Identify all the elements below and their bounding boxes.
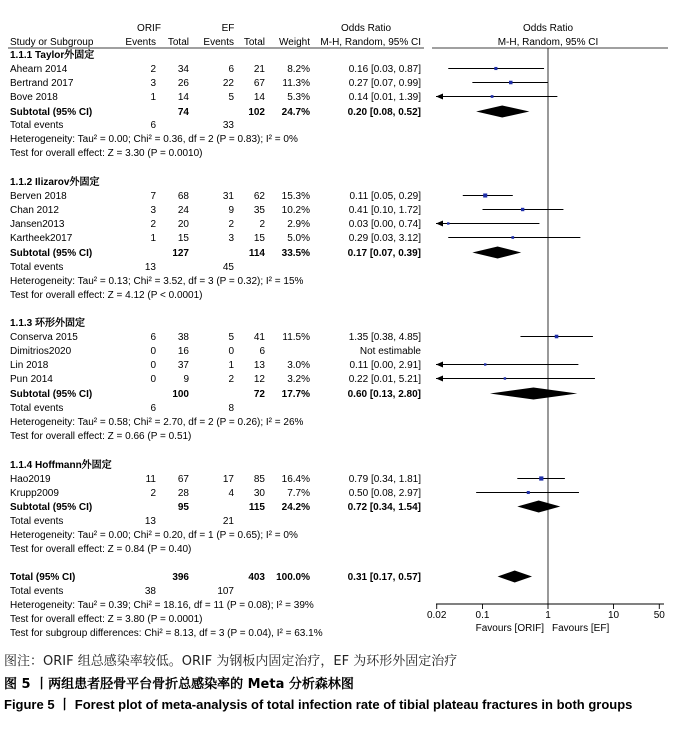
study-ci-text: 1.35 [0.38, 4.85] — [348, 332, 421, 343]
subtotal-label: Subtotal (95% CI) — [10, 107, 93, 118]
study-weight: 3.2% — [287, 374, 310, 385]
overall-heterogeneity: Heterogeneity: Tau² = 0.39; Chi² = 18.16, df = 11 (P = 0.08); I² = 39% — [10, 600, 314, 611]
subtotal-diamond — [472, 247, 521, 259]
overall-effect-text: Test for overall effect: Z = 0.84 (P = 0.40) — [10, 544, 192, 555]
header-group1: ORIF — [137, 23, 161, 34]
header-total1: Total — [167, 37, 189, 48]
study-point — [447, 222, 449, 224]
study-total1: 37 — [177, 360, 189, 371]
study-total1: 14 — [177, 92, 189, 103]
overall-events2: 107 — [217, 586, 234, 597]
total-events2: 33 — [222, 120, 234, 131]
subgroup-title: 1.1.2 Ilizarov外固定 — [10, 177, 100, 188]
header-events2: Events — [203, 37, 234, 48]
x-axis-tick-label: 50 — [653, 610, 665, 621]
subgroup-title: 1.1.4 Hoffmann外固定 — [10, 460, 112, 471]
study-point — [509, 81, 513, 85]
header-or-title: Odds Ratio — [340, 23, 392, 34]
study-events1: 3 — [150, 78, 156, 89]
study-ci-text: 0.79 [0.34, 1.81] — [348, 474, 421, 485]
study-total2: 30 — [253, 488, 265, 499]
overall-effect-text: Test for overall effect: Z = 4.12 (P < 0.0001) — [10, 290, 203, 301]
header-events1: Events — [125, 37, 156, 48]
total-events1: 13 — [144, 516, 156, 527]
subgroup-title: 1.1.1 Taylor外固定 — [10, 50, 95, 61]
subtotal-total1: 127 — [172, 248, 189, 259]
header-plot-method: M-H, Random, 95% CI — [497, 37, 599, 48]
study-point — [504, 377, 506, 379]
study-ci-text: 0.11 [0.00, 2.91] — [349, 360, 421, 371]
overall-effect-text: Test for overall effect: Z = 0.66 (P = 0.51) — [10, 431, 192, 442]
total-events2: 21 — [222, 516, 234, 527]
study-events1: 1 — [150, 92, 156, 103]
study-weight: 3.0% — [287, 360, 310, 371]
study-events2: 9 — [228, 205, 234, 216]
study-total2: 15 — [253, 233, 265, 244]
subtotal-ci-text: 0.20 [0.08, 0.52] — [347, 107, 421, 118]
figure-note: 图注：ORIF 组总感染率较低。ORIF 为钢板内固定治疗，EF 为环形外固定治疗 — [4, 654, 458, 669]
overall-effect-text: Test for overall effect: Z = 3.30 (P = 0.0010) — [10, 148, 203, 159]
study-name: Conserva 2015 — [10, 332, 78, 343]
subtotal-total2: 115 — [248, 502, 265, 513]
study-total1: 26 — [177, 78, 189, 89]
header-weight: Weight — [279, 37, 310, 48]
subtotal-ci-text: 0.17 [0.07, 0.39] — [347, 248, 421, 259]
study-name: Lin 2018 — [10, 360, 49, 371]
study-events1: 0 — [150, 346, 156, 357]
favours-left-label: Favours [ORIF] — [475, 623, 544, 634]
study-total2: 85 — [253, 474, 265, 485]
subtotal-diamond — [476, 106, 529, 118]
study-total2: 12 — [253, 374, 265, 385]
total-events1: 6 — [150, 120, 156, 131]
study-name: Hao2019 — [10, 474, 51, 485]
total-events2: 45 — [222, 262, 234, 273]
study-total2: 21 — [253, 64, 265, 75]
study-events2: 4 — [228, 488, 234, 499]
total-events-label: Total events — [10, 120, 64, 131]
study-point — [484, 363, 486, 365]
study-name: Dimitrios2020 — [10, 346, 72, 357]
study-events1: 0 — [150, 374, 156, 385]
subtotal-total1: 74 — [177, 107, 189, 118]
study-events2: 31 — [222, 191, 234, 202]
total-events-label: Total events — [10, 516, 64, 527]
study-events1: 3 — [150, 205, 156, 216]
study-total1: 68 — [177, 191, 189, 202]
favours-right-label: Favours [EF] — [552, 623, 610, 634]
study-point — [494, 67, 497, 70]
study-weight: 5.3% — [287, 92, 310, 103]
overall-total2: 403 — [248, 572, 265, 583]
total-events1: 13 — [144, 262, 156, 273]
study-name: Krupp2009 — [10, 488, 59, 499]
study-ci-text: 0.29 [0.03, 3.12] — [348, 233, 421, 244]
total-events-label: Total events — [10, 262, 64, 273]
header-or-method: M-H, Random, 95% CI — [320, 37, 421, 48]
study-total2: 67 — [253, 78, 265, 89]
subtotal-total2: 102 — [248, 107, 265, 118]
subgroup-title: 1.1.3 环形外固定 — [10, 318, 86, 329]
heterogeneity-text: Heterogeneity: Tau² = 0.00; Chi² = 0.20, df = 1 (P = 0.65); I² = 0% — [10, 530, 298, 541]
study-weight: 11.3% — [282, 78, 310, 89]
subgroup-differences: Test for subgroup differences: Chi² = 8.13, df = 3 (P = 0.04), I² = 63.1% — [10, 628, 323, 639]
study-total1: 9 — [183, 374, 189, 385]
study-total1: 38 — [177, 332, 189, 343]
study-events2: 6 — [228, 64, 234, 75]
study-events1: 11 — [145, 474, 156, 485]
study-events2: 2 — [228, 219, 234, 230]
study-ci-text: 0.41 [0.10, 1.72] — [348, 205, 421, 216]
subtotal-total1: 95 — [177, 502, 189, 513]
study-total1: 15 — [177, 233, 189, 244]
figure-title-en: Figure 5 丨 Forest plot of meta-analysis of total infection rate of tibial plateau fractures in both groups — [4, 697, 633, 712]
study-ci-arrow — [436, 94, 443, 100]
study-ci-text: 0.16 [0.03, 0.87] — [348, 64, 421, 75]
study-events2: 5 — [228, 92, 234, 103]
study-weight: 11.5% — [282, 332, 310, 343]
heterogeneity-text: Heterogeneity: Tau² = 0.13; Chi² = 3.52, df = 3 (P = 0.32); I² = 15% — [10, 276, 304, 287]
study-point — [555, 335, 559, 339]
study-total2: 2 — [259, 219, 265, 230]
header-plot-title: Odds Ratio — [522, 23, 574, 34]
study-events1: 2 — [150, 488, 156, 499]
study-total2: 14 — [253, 92, 265, 103]
study-events1: 2 — [150, 219, 156, 230]
total-events2: 8 — [228, 403, 234, 414]
subtotal-weight: 17.7% — [281, 389, 310, 400]
overall-weight: 100.0% — [276, 572, 310, 583]
total-events-label: Total events — [10, 403, 64, 414]
subtotal-total2: 72 — [253, 389, 265, 400]
overall-events1: 38 — [144, 586, 156, 597]
header-study: Study or Subgroup — [10, 37, 94, 48]
study-weight: 8.2% — [287, 64, 310, 75]
study-ci-text: Not estimable — [359, 346, 421, 357]
study-total2: 41 — [253, 332, 265, 343]
study-ci-text: 0.03 [0.00, 0.74] — [348, 219, 421, 230]
x-axis-tick-label: 10 — [607, 610, 620, 621]
subtotal-diamond — [490, 388, 577, 400]
study-events1: 7 — [150, 191, 156, 202]
x-axis-tick-label: 0.02 — [426, 610, 447, 621]
study-total2: 6 — [259, 346, 265, 357]
header-total2: Total — [243, 37, 265, 48]
study-point — [521, 208, 524, 211]
subtotal-label: Subtotal (95% CI) — [10, 248, 93, 259]
total-events1: 6 — [150, 403, 156, 414]
subtotal-ci-text: 0.72 [0.34, 1.54] — [347, 502, 421, 513]
subtotal-label: Subtotal (95% CI) — [10, 389, 93, 400]
study-events1: 2 — [150, 64, 156, 75]
study-point — [511, 236, 514, 239]
study-weight: 2.9% — [287, 219, 310, 230]
study-total1: 24 — [177, 205, 189, 216]
study-point — [491, 95, 494, 98]
study-point — [483, 193, 487, 197]
study-events2: 5 — [228, 332, 234, 343]
study-weight: 10.2% — [281, 205, 310, 216]
study-events2: 17 — [222, 474, 234, 485]
study-total1: 16 — [177, 346, 189, 357]
study-name: Ahearn 2014 — [10, 64, 68, 75]
study-events1: 0 — [150, 360, 156, 371]
study-ci-text: 0.50 [0.08, 2.97] — [348, 488, 421, 499]
study-total1: 67 — [177, 474, 189, 485]
study-total2: 62 — [253, 191, 265, 202]
study-events2: 0 — [228, 346, 234, 357]
study-events1: 1 — [150, 233, 156, 244]
study-name: Bertrand 2017 — [10, 78, 74, 89]
heterogeneity-text: Heterogeneity: Tau² = 0.00; Chi² = 0.36, df = 2 (P = 0.83); I² = 0% — [10, 134, 298, 145]
figure-title-cn: 图 5 丨两组患者胫骨平台骨折总感染率的 Meta 分析森林图 — [4, 677, 354, 692]
subtotal-weight: 33.5% — [281, 248, 310, 259]
study-events2: 22 — [222, 78, 234, 89]
study-ci-arrow — [436, 362, 443, 368]
overall-total-label: Total (95% CI) — [10, 572, 76, 583]
study-events2: 2 — [228, 374, 234, 385]
study-name: Kartheek2017 — [10, 233, 73, 244]
subtotal-diamond — [517, 501, 560, 513]
overall-ci-text: 0.31 [0.17, 0.57] — [347, 572, 421, 583]
study-total1: 20 — [177, 219, 189, 230]
study-weight: 5.0% — [287, 233, 310, 244]
subtotal-weight: 24.2% — [281, 502, 310, 513]
study-total1: 34 — [177, 64, 189, 75]
subtotal-ci-text: 0.60 [0.13, 2.80] — [347, 389, 421, 400]
study-name: Chan 2012 — [10, 205, 59, 216]
study-total2: 35 — [253, 205, 265, 216]
study-total2: 13 — [253, 360, 265, 371]
study-ci-text: 0.27 [0.07, 0.99] — [348, 78, 421, 89]
study-ci-text: 0.14 [0.01, 1.39] — [348, 92, 421, 103]
study-weight: 16.4% — [281, 474, 310, 485]
study-ci-arrow — [436, 221, 443, 227]
subtotal-total2: 114 — [248, 248, 265, 259]
x-axis-tick-label: 1 — [545, 610, 551, 621]
overall-events-label: Total events — [10, 586, 64, 597]
study-ci-text: 0.11 [0.05, 0.29] — [349, 191, 421, 202]
study-ci-text: 0.22 [0.01, 5.21] — [348, 374, 421, 385]
heterogeneity-text: Heterogeneity: Tau² = 0.58; Chi² = 2.70, df = 2 (P = 0.26); I² = 26% — [10, 417, 304, 428]
overall-effect: Test for overall effect: Z = 3.80 (P = 0.0001) — [10, 614, 203, 625]
overall-total1: 396 — [172, 572, 189, 583]
subtotal-label: Subtotal (95% CI) — [10, 502, 93, 513]
study-name: Bove 2018 — [10, 92, 58, 103]
study-weight: 15.3% — [281, 191, 310, 202]
study-total1: 28 — [177, 488, 189, 499]
study-point — [527, 491, 530, 494]
study-name: Pun 2014 — [10, 374, 53, 385]
study-name: Berven 2018 — [10, 191, 67, 202]
study-weight: 7.7% — [287, 488, 310, 499]
overall-diamond — [498, 571, 532, 583]
study-events1: 6 — [150, 332, 156, 343]
header-group2: EF — [221, 23, 235, 34]
study-ci-arrow — [436, 376, 443, 382]
x-axis-tick-label: 0.1 — [475, 610, 490, 621]
study-events2: 3 — [228, 233, 234, 244]
study-point — [539, 476, 543, 480]
study-events2: 1 — [228, 360, 234, 371]
subtotal-total1: 100 — [172, 389, 189, 400]
study-name: Jansen2013 — [10, 219, 65, 230]
subtotal-weight: 24.7% — [281, 107, 310, 118]
